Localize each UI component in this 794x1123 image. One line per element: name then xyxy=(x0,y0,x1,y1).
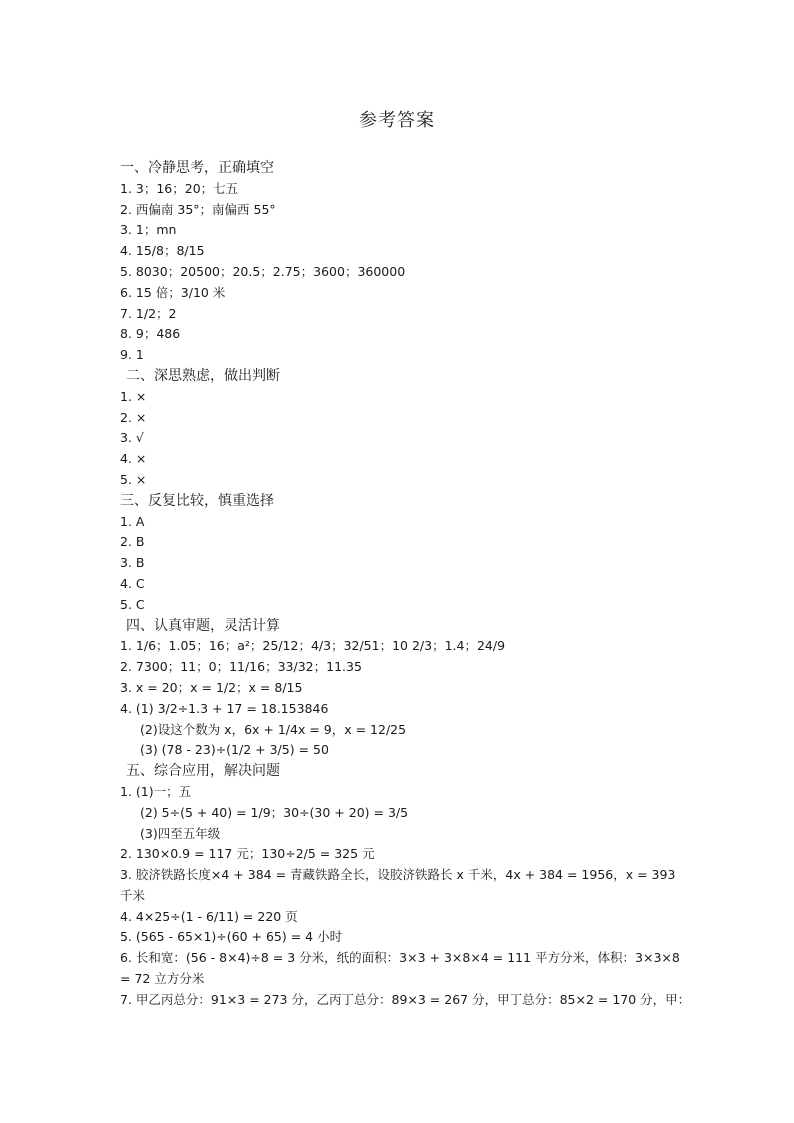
answer-line: 7. 甲乙丙总分：91×3 = 273 分，乙丙丁总分：89×3 = 267 分，甲丁总分：85×2 = 170 分，甲： xyxy=(120,991,691,1007)
answer-line: 5. (565 - 65×1)÷(60 + 65) = 4 小时 xyxy=(120,929,343,945)
answer-line: 6. 长和宽：(56 - 8×4)÷8 = 3 分米，纸的面积：3×3 + 3×8×4 = 111 平方分米，体积：3×3×8 = 72 立方分米 xyxy=(120,950,680,987)
answer-line: 1. A xyxy=(120,513,145,529)
page-title: 参考答案 xyxy=(359,110,435,131)
answer-line: 4. C xyxy=(120,575,145,591)
answer-subline: (3)四至五年级 xyxy=(140,825,221,841)
answer-line: 3. 1；mn xyxy=(120,222,177,238)
section-heading-5: 五、综合应用，解决问题 xyxy=(126,763,280,780)
answer-line: 3. x = 20；x = 1/2；x = 8/15 xyxy=(120,679,303,695)
answer-line: 9. 1 xyxy=(120,347,144,363)
section-heading-3: 三、反复比较，慎重选择 xyxy=(120,492,274,509)
section-heading-2: 二、深思熟虑，做出判断 xyxy=(126,367,280,384)
answer-subline: (2)设这个数为 x，6x + 1/4x = 9，x = 12/25 xyxy=(140,721,407,737)
answer-content xyxy=(120,158,691,1011)
answer-line: 5. C xyxy=(120,596,145,612)
answer-line: 5. × xyxy=(120,471,147,487)
answer-line: 3. √ xyxy=(120,430,144,446)
answer-subline: (2) 5÷(5 + 40) = 1/9；30÷(30 + 20) = 3/5 xyxy=(140,804,409,820)
section-heading-1: 一、冷静思考，正确填空 xyxy=(120,160,274,176)
answer-line: 5. 8030；20500；20.5；2.75；3600；360000 xyxy=(120,263,406,279)
answer-line: 3. 胶济铁路长度×4 + 384 = 青藏铁路全长，设胶济铁路长 x 千米，4x + 384 = 1956，x = 393 千米 xyxy=(120,867,676,903)
answer-line: 1. × xyxy=(120,388,147,404)
answer-line: 8. 9；486 xyxy=(120,326,181,342)
answer-line: 4. 4×25÷(1 - 6/11) = 220 页 xyxy=(120,908,298,924)
answer-line: 2. 7300；11；0；11/16；33/32；11.35 xyxy=(120,659,362,675)
answer-line: 2. B xyxy=(120,534,145,550)
answer-line: 1. 3；16；20；七五 xyxy=(120,180,239,196)
answer-line: 6. 15 倍；3/10 米 xyxy=(120,284,226,300)
answer-line: 4. (1) 3/2÷1.3 + 17 = 18.153846 xyxy=(120,700,329,716)
answer-line: 3. B xyxy=(120,555,145,571)
answer-line: 2. 130×0.9 = 117 元；130÷2/5 = 325 元 xyxy=(120,846,375,862)
answer-line: 2. × xyxy=(120,409,147,425)
answer-line: 2. 西偏南 35°；南偏西 55° xyxy=(120,201,276,217)
answer-line: 1. (1)一；五 xyxy=(120,783,192,799)
section-heading-4: 四、认真审题，灵活计算 xyxy=(126,617,280,634)
answer-line: 7. 1/2；2 xyxy=(120,305,177,321)
answer-line: 4. 15/8；8/15 xyxy=(120,243,205,259)
answer-line: 4. × xyxy=(120,451,147,467)
answer-line: 1. 1/6；1.05；16；a²；25/12；4/3；32/51；10 2/3；1.4；24/9 xyxy=(120,638,506,654)
answer-subline: (3) (78 - 23)÷(1/2 + 3/5) = 50 xyxy=(140,742,329,758)
